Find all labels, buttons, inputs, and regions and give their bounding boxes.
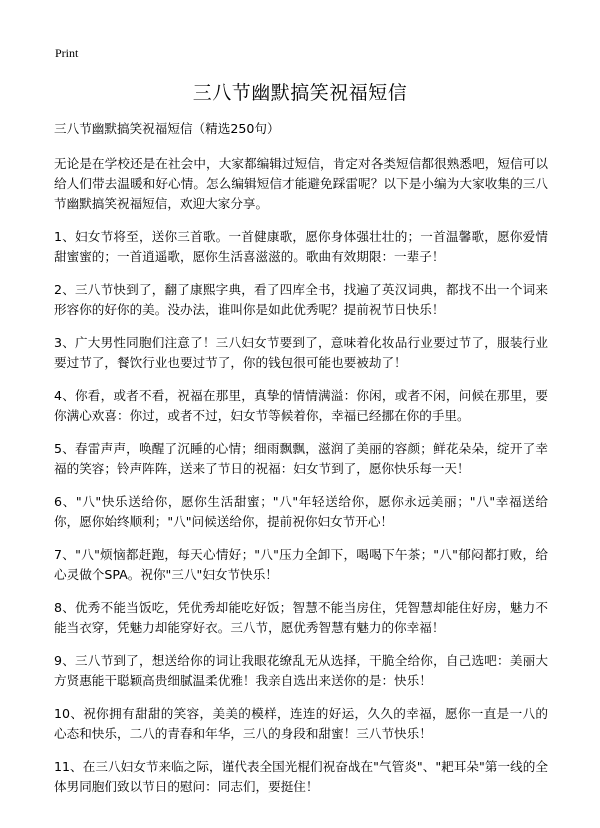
message-item: 9、三八节到了，想送给你的词让我眼花缭乱无从选择，干脆全给你，自己选吧：美丽大方贤惠能干聪颖高贵细腻温柔优雅！我亲自选出来送你的是：快乐！ [54,653,548,688]
message-item: 11、在三八妇女节来临之际，谨代表全国光棍们祝奋战在"气管炎"、"耙耳朵"第一线的全体男同胞们致以节日的慰问：同志们，要挺住！ [54,759,548,794]
message-item: 8、优秀不能当饭吃，凭优秀却能吃好饭；智慧不能当房住，凭智慧却能住好房，魅力不能当衣穿，凭魅力却能穿好衣。三八节，愿优秀智慧有魅力的你幸福！ [54,600,548,635]
page-title: 三八节幽默搞笑祝福短信 [192,82,408,104]
intro-paragraph: 无论是在学校还是在社会中，大家都编辑过短信，肯定对各类短信都很熟悉吧，短信可以给人们带去温暖和好心情。怎么编辑短信才能避免踩雷呢？以下是小编为大家收集的三八节幽默搞笑祝福短信，欢迎大家分享。 [54,156,548,211]
message-item: 10、祝你拥有甜甜的笑容，美美的模样，连连的好运，久久的幸福，愿你一直是一八的心态和快乐，二八的青春和年华，三八的身段和甜蜜！三八节快乐！ [54,706,548,741]
message-item: 5、春雷声声，唤醒了沉睡的心情；细雨飘飘，滋润了美丽的容颜；鲜花朵朵，绽开了幸福的笑容；铃声阵阵，送来了节日的祝福：妇女节到了，愿你快乐每一天！ [54,441,548,476]
message-item: 3、广大男性同胞们注意了！三八妇女节要到了，意味着化妆品行业要过节了，服装行业要过节了，餐饮行业也要过节了，你的钱包很可能也要被劫了！ [54,335,548,370]
article-body [54,119,548,810]
message-item: 6、"八"快乐送给你，愿你生活甜蜜；"八"年轻送给你，愿你永远美丽；"八"幸福送给你，愿你始终顺利；"八"问候送给你，提前祝你妇女节开心！ [54,494,548,529]
print-link[interactable]: Print [55,46,79,60]
message-item: 7、"八"烦恼都赶跑，每天心情好；"八"压力全卸下，喝喝下午茶；"八"郁闷都打败，给心灵做个SPA。祝你"三八"妇女节快乐！ [54,547,548,582]
article-subtitle: 三八节幽默搞笑祝福短信（精选250句） [54,121,280,136]
message-item: 1、妇女节将至，送你三首歌。一首健康歌，愿你身体强壮壮的；一首温馨歌，愿你爱情甜蜜蜜的；一首逍遥歌，愿你生活喜滋滋的。歌曲有效期限：一辈子！ [54,229,548,264]
message-item: 2、三八节快到了，翻了康熙字典，看了四库全书，找遍了英汉词典，都找不出一个词来形容你的好你的美。没办法，谁叫你是如此优秀呢？提前祝节日快乐！ [54,282,548,317]
message-item: 4、你看，或者不看，祝福在那里，真挚的情情满溢：你闲，或者不闲，问候在那里，要你满心欢喜：你过，或者不过，妇女节等候着你，幸福已经挪在你的手里。 [54,388,548,423]
